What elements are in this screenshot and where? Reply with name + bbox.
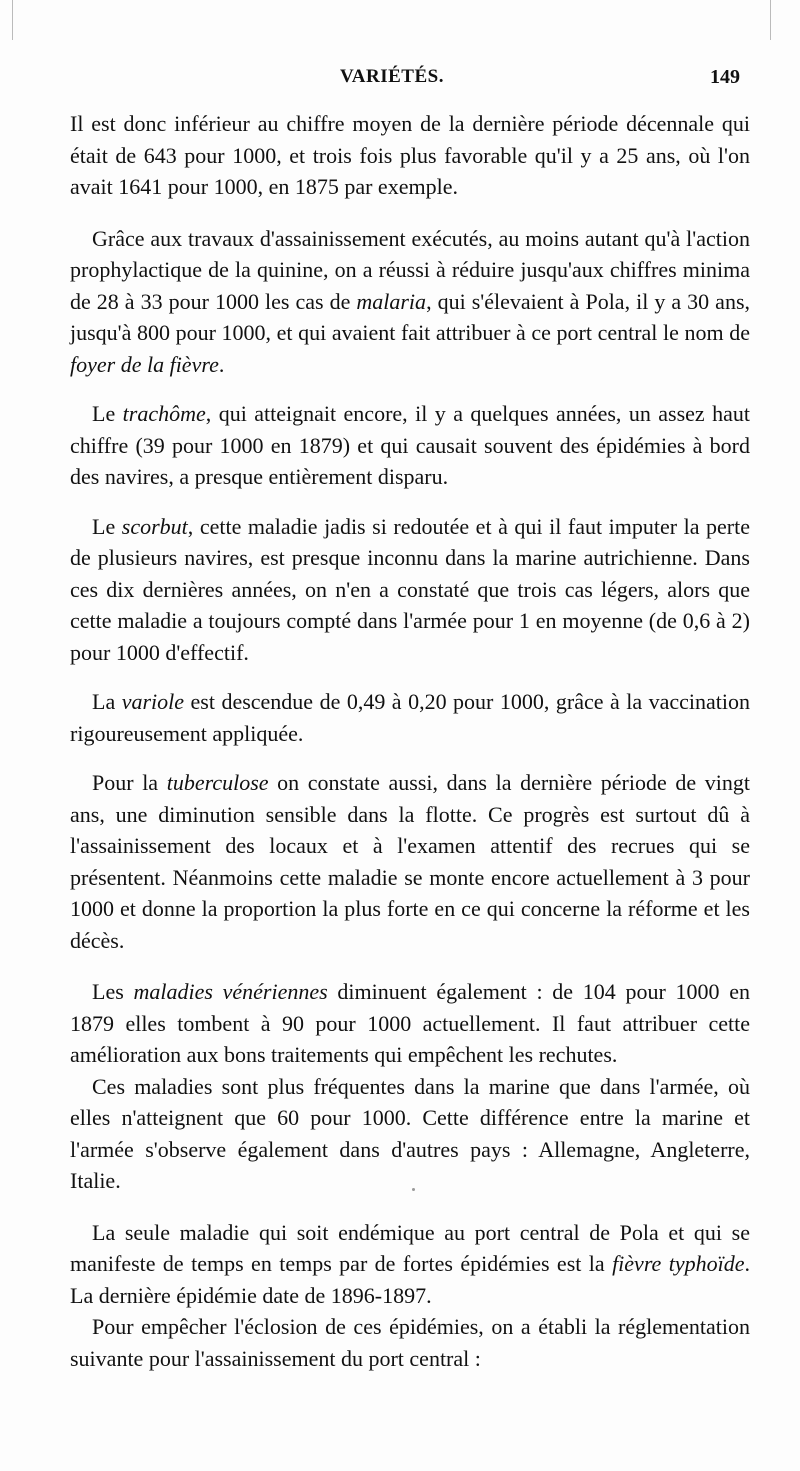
text-run: on constate aussi, dans la dernière période de vingt ans, une diminution sensible dans la flotte. Ce progrès est surtout dû à l'assainissement des locaux et à l'examen attentif des recrues qui se présentent. Néanmoins cette maladie se monte encore actuellement à 3 pour 1000 et donne la proportion la plus forte en ce qui concerne la réforme et les décès. (70, 770, 750, 953)
italic-term: malaria (356, 288, 427, 314)
text-run: Ces maladies sont plus fréquentes dans la marine que dans l'armée, où elles n'atteignent que 60 pour 1000. Cette différence entre la marine et l'armée s'observe également dans d'autres pays : Allemagne, Angleterre, Italie. (70, 1073, 750, 1193)
text-run: est descendue de 0,49 à 0,20 pour 1000, grâce à la vaccination rigoureusement appliquée. (70, 689, 751, 746)
italic-term: maladies vénériennes (133, 979, 328, 1004)
text-run: Il est donc inférieur au chiffre moyen de la dernière période décennale qui était de 643 pour 1000, et trois fois plus favorable qu'il y a 25 ans, où l'on avait 1641 pour 1000, en 1875 par exemple. (70, 111, 750, 199)
paragraph (70, 767, 750, 956)
text-run: Grâce aux travaux d'assainissement exécutés, au moins autant qu'à l'action prophylactique de la quinine, on a réussi à réduire jusqu'aux chiffres minima de 28 à 33 pour 1000 les cas de (70, 225, 750, 314)
text-run: . (218, 351, 225, 377)
italic-term: variole (121, 689, 185, 714)
italic-term: scorbut (121, 513, 188, 539)
paragraph (70, 976, 750, 1071)
italic-term: trachôme (122, 401, 206, 426)
text-run: Pour la (92, 770, 167, 795)
text-run: , cette maladie jadis si redoutée et à qui il faut imputer la perte de plusieurs navires, est presque inconnu dans la marine autrichienne. Dans ces dix dernières années, on n'en a constaté que trois cas légers, alors que cette maladie a toujours compté dans l'armée pour 1 en moyenne (de 0,6 à 2) pour 1000 d'effectif. (70, 513, 751, 665)
text-run: La (92, 689, 122, 714)
text-run: Le (92, 513, 122, 539)
paragraph (70, 1217, 750, 1312)
text-run: La seule maladie qui soit endémique au port central de Pola et qui se manifeste de temps en temps par de fortes épidémies est la (70, 1219, 750, 1276)
text-run: , qui s'élevaient à Pola, il y a 30 ans, jusqu'à 800 pour 1000, et qui avaient fait attribuer à ce port central le nom de (70, 288, 750, 345)
paragraph (70, 223, 750, 381)
text-run: diminuent également : de 104 pour 1000 en 1879 elles tombent à 90 pour 1000 actuellement. Il faut attribuer cette amélioration aux bons traitements qui empêchent les rechutes. (70, 979, 751, 1067)
italic-term: tuberculose (166, 770, 269, 795)
italic-term: fièvre typhoïde (612, 1251, 745, 1276)
italic-term: foyer de la fièvre (70, 351, 219, 377)
text-run: . La dernière épidémie date de 1896-1897. (70, 1251, 750, 1308)
text-run: Le (92, 401, 123, 426)
page-header (0, 66, 800, 96)
page-edge-mark (12, 0, 13, 40)
paper-speck (412, 1188, 415, 1191)
paragraph (70, 398, 750, 493)
paragraph (70, 1071, 750, 1197)
text-run: Les (92, 979, 134, 1004)
page-edge-mark (770, 0, 771, 40)
paragraph (70, 108, 750, 203)
paragraph (70, 511, 750, 669)
body-text (70, 108, 750, 1374)
running-title: VARIÉTÉS. (340, 66, 444, 87)
text-run: Pour empêcher l'éclosion de ces épidémies, on a établi la réglementation suivante pour l'assainissement du port central : (70, 1314, 750, 1371)
page-number: 149 (710, 66, 740, 88)
text-run: , qui atteignait encore, il y a quelques années, un assez haut chiffre (39 pour 1000 en 1879) et qui causait souvent des épidémies à bord des navires, a presque entièrement disparu. (70, 401, 751, 489)
paragraph (70, 1311, 750, 1374)
paragraph (70, 686, 750, 749)
